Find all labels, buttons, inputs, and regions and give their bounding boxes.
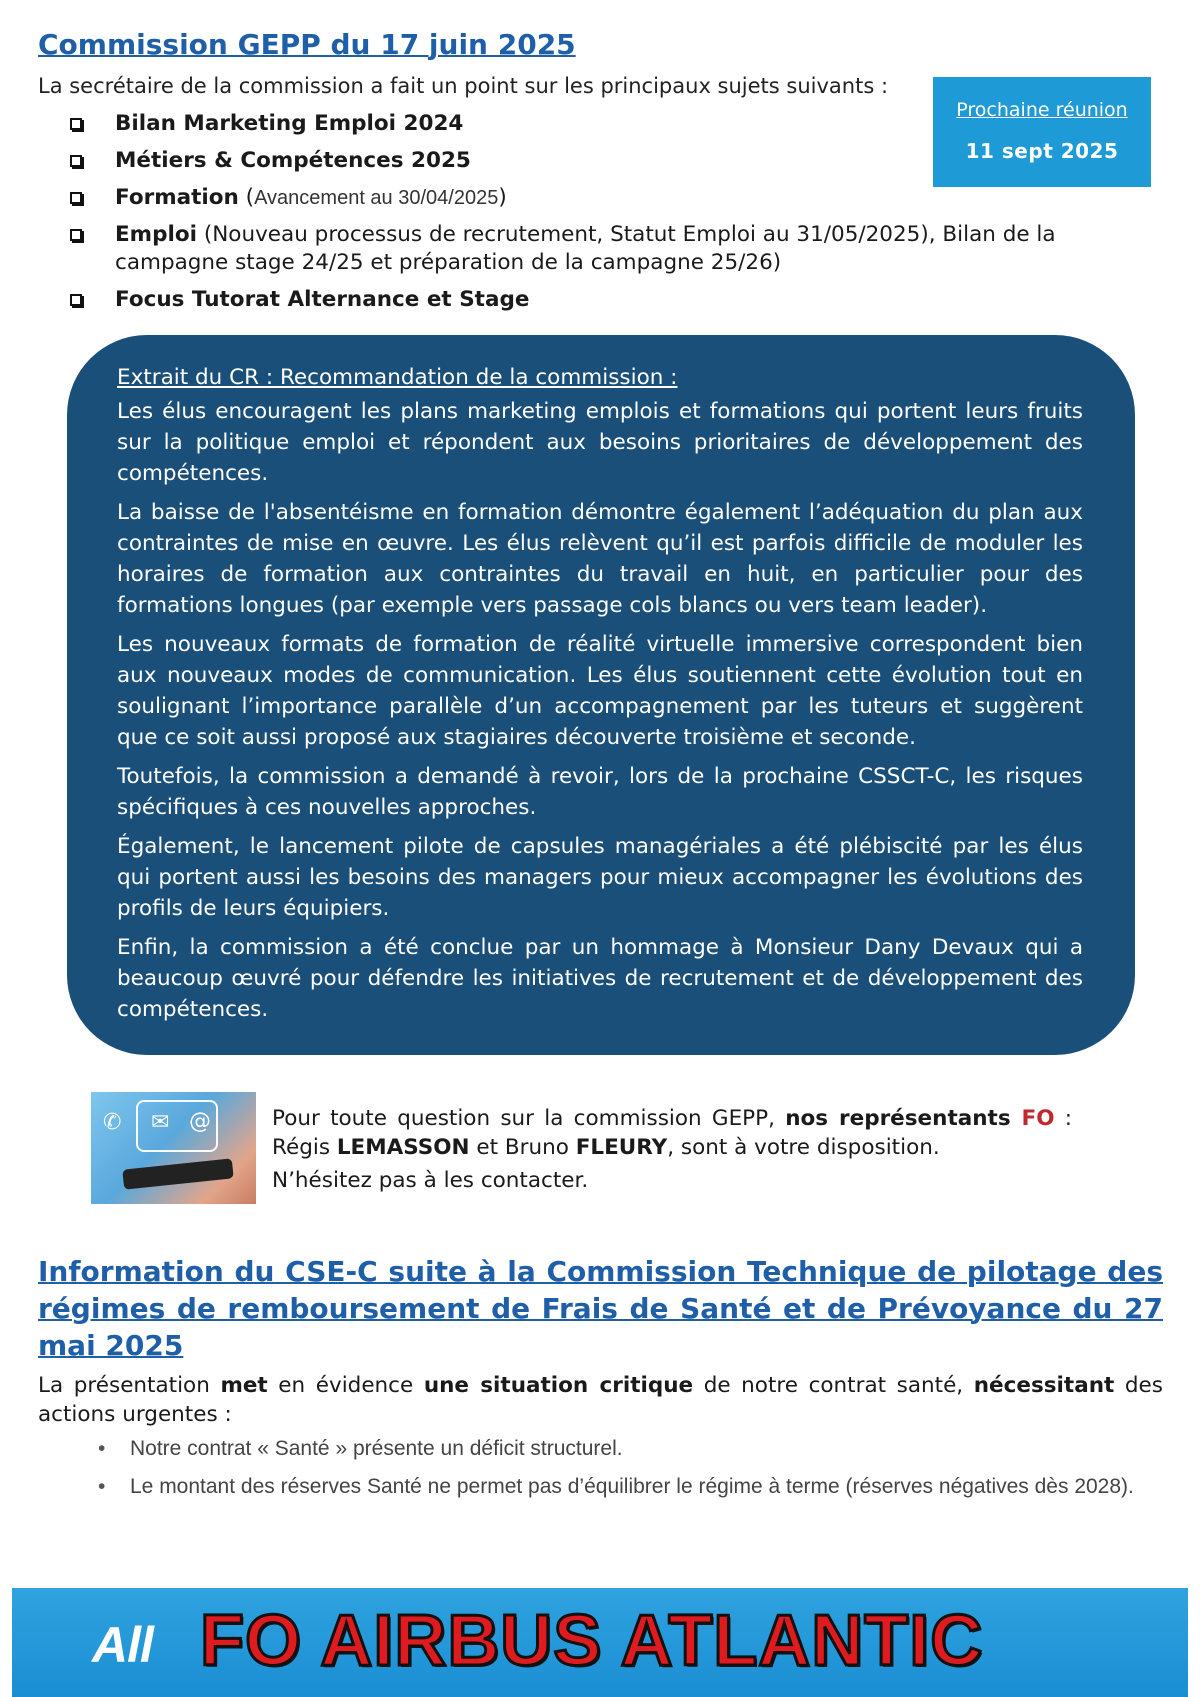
recommendation-title: Extrait du CR : Recommandation de la commission : — [117, 365, 678, 390]
checklist-item-detail: (Nouveau processus de recrutement, Statut Emploi au 31/05/2025), Bilan de la campagne stage 24/25 et préparation de la campagne 25/26) — [115, 222, 1056, 275]
intro-text: La présentation — [38, 1373, 221, 1398]
section2-intro — [38, 1371, 1163, 1429]
recommendation-paragraph: Les nouveaux formats de formation de réalité virtuelle immersive correspondent bien aux nouveaux modes de communication. Les élus soutiennent cette évolution tout en soulignant l’importance parallèle d’un accompagnement par les tuteurs et suggèrent que ce soit aussi proposé aux stagiaires découverte troisième et seconde. — [117, 632, 1083, 750]
section-intro: La secrétaire de la commission a fait un point sur les principaux sujets suivants : — [38, 74, 889, 98]
recommendation-paragraph: Toutefois, la commission a demandé à revoir, lors de la prochaine CSSCT-C, les risques spécifiques à ces nouvelles approches. — [117, 764, 1083, 820]
checklist-item — [70, 147, 1170, 175]
sante-bullets — [98, 1436, 1164, 1512]
checklist-item — [70, 221, 1170, 277]
representative-name: LEMASSON — [336, 1135, 470, 1160]
recommendation-paragraph: Les élus encouragent les plans marketing emplois et formations qui portent leurs fruits sur la politique emploi et répondent aux besoins prioritaires de développement des compétences. — [117, 399, 1083, 486]
bullet-item: • Notre contrat « Santé » présente un déficit structurel. — [98, 1436, 1164, 1462]
section-title-gepp: Commission GEPP du 17 juin 2025 — [38, 28, 576, 61]
intro-text: de notre contrat santé, — [693, 1373, 974, 1398]
bullet-item: • Le montant des réserves Santé ne permet pas d’équilibrer le régime à terme (réserves négatives dès 2028). — [98, 1474, 1164, 1500]
footer-banner — [12, 1588, 1188, 1697]
phone-icon: ✆ — [103, 1110, 122, 1135]
contact-block — [272, 1104, 1072, 1199]
contact-text-part: , sont à votre disposition. — [667, 1135, 940, 1160]
checkbox-icon — [70, 294, 82, 306]
checklist-item — [70, 286, 1170, 314]
checkbox-icon — [70, 192, 82, 204]
checklist-item-paren-open: ( — [238, 185, 255, 210]
contact-text-part: et Bruno — [469, 1135, 576, 1160]
next-meeting-date: 11 sept 2025 — [965, 139, 1119, 163]
smartphone-icon — [122, 1158, 233, 1189]
contact-representatives-label: nos représentants — [785, 1106, 1022, 1131]
checklist-item-title: Formation — [115, 185, 239, 210]
checkbox-icon — [70, 229, 82, 241]
union-logo: All — [92, 1617, 153, 1673]
intro-text: des actions urgentes : — [38, 1373, 1163, 1427]
recommendation-box — [67, 335, 1135, 1055]
recommendation-paragraph: Enfin, la commission a été conclue par un hommage à Monsieur Dany Devaux qui a beaucoup œuvré pour défendre les initiatives de recrutement et de développement des compétences. — [117, 935, 1083, 1022]
contact-text-part: Pour toute question sur la commission GEPP, — [272, 1106, 786, 1131]
checklist-item-note: Avancement au 30/04/2025 — [254, 187, 499, 209]
checklist-item-title: Bilan Marketing Emploi 2024 — [115, 111, 464, 136]
checkbox-icon — [70, 118, 82, 130]
fo-label: FO — [1021, 1106, 1055, 1131]
banner-title: FO AIRBUS ATLANTIC — [200, 1601, 984, 1681]
recommendation-paragraph: La baisse de l'absentéisme en formation démontre également l’adéquation du plan aux contraintes de mise en œuvre. Les élus relèvent qu’il est parfois difficile de moduler les horaires de formation aux contraintes du travail en huit, en particulier pour des formations longues (par exemple vers passage cols blancs ou vers team leader). — [117, 500, 1083, 618]
representative-name: FLEURY — [575, 1135, 668, 1160]
contact-line — [272, 1104, 1072, 1162]
checklist-item — [70, 110, 1170, 138]
checklist-item-title: Métiers & Compétences 2025 — [115, 148, 471, 173]
checklist-item-title: Focus Tutorat Alternance et Stage — [115, 287, 530, 312]
section-title-sante: Information du CSE-C suite à la Commission Technique de pilotage des régimes de remboursement de Frais de Santé et de Prévoyance du 27 mai 2025 — [38, 1255, 1163, 1362]
checklist-item — [70, 184, 1170, 212]
checklist-item-title: Emploi — [115, 222, 197, 247]
mail-icon: ✉ — [151, 1110, 170, 1135]
intro-emphasis: une situation critique — [423, 1373, 694, 1398]
intro-emphasis: met — [220, 1373, 268, 1398]
checkbox-icon — [70, 155, 82, 167]
recommendation-paragraph: Également, le lancement pilote de capsules managériales a été plébiscité par les élus qui portent aussi les besoins des managers pour mieux accompagner les évolutions des profils de leurs équipiers. — [117, 834, 1083, 921]
next-meeting-label: Prochaine réunion — [956, 99, 1128, 121]
contact-text-part: : Régis — [272, 1106, 1073, 1160]
intro-text: en évidence — [267, 1373, 424, 1398]
phone-messages-icon — [91, 1092, 256, 1204]
at-icon: @ — [189, 1109, 211, 1134]
topics-checklist — [70, 110, 1170, 323]
intro-emphasis: nécessitant — [973, 1373, 1115, 1398]
checklist-item-paren-close: ) — [498, 185, 507, 210]
contact-invite: N’hésitez pas à les contacter. — [272, 1168, 589, 1193]
